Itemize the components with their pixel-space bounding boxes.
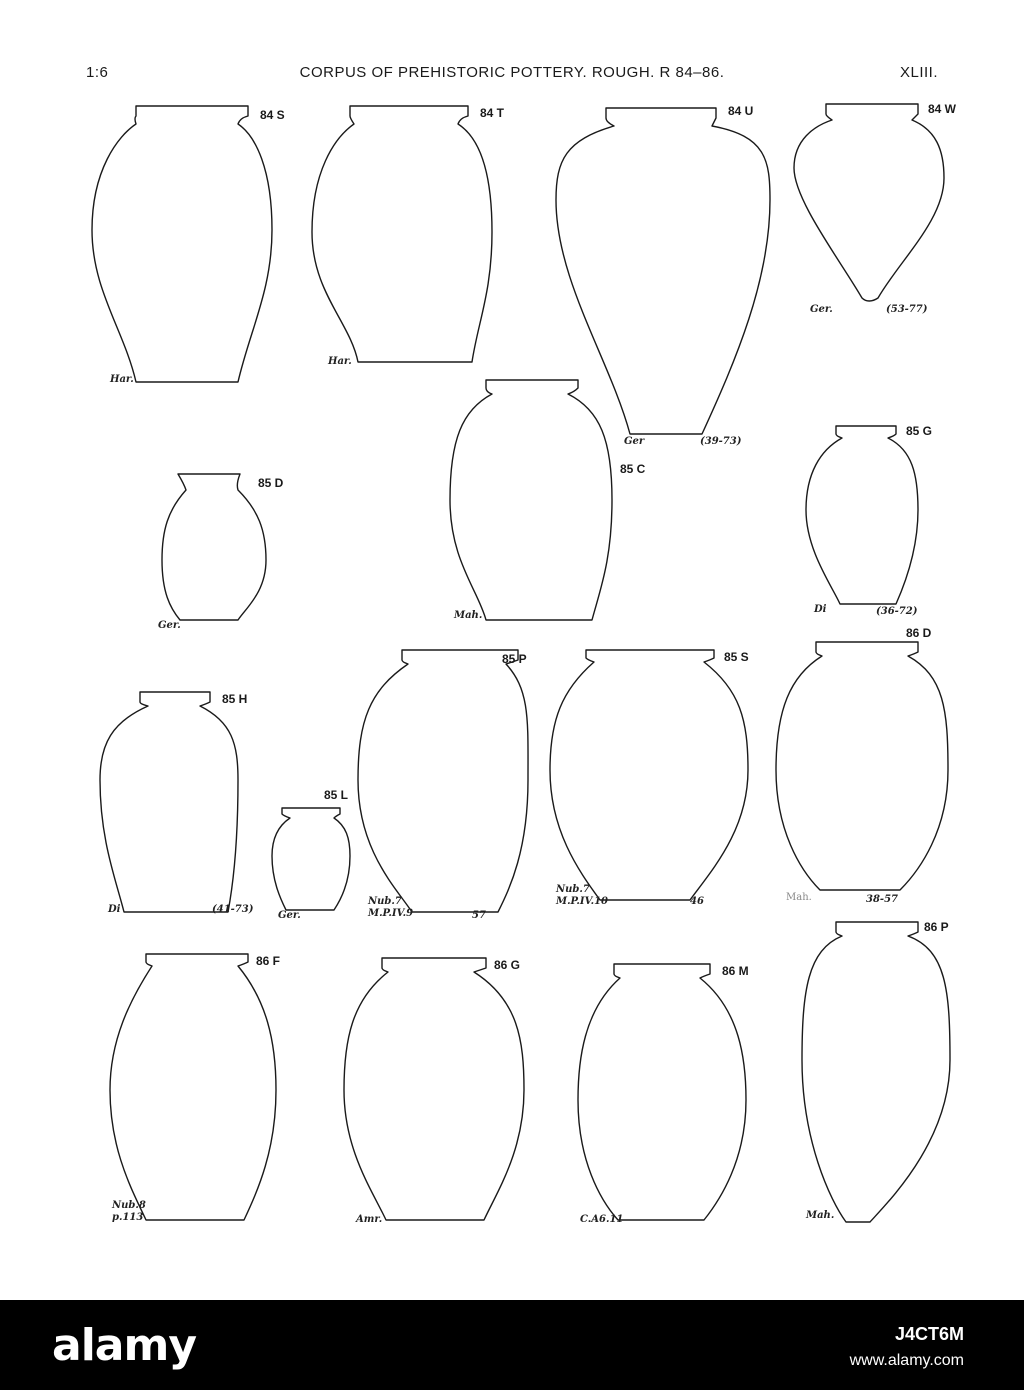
vessel-84s-outline	[92, 106, 272, 382]
vessel-label-85s: 85 S	[724, 650, 749, 664]
image-code: J4CT6M	[894, 1324, 964, 1344]
vessel-85l-outline	[272, 808, 350, 910]
vessel-86f-outline	[110, 954, 276, 1220]
annotation-85l-site: Ger.	[278, 910, 301, 921]
vessel-label-86d: 86 D	[906, 626, 932, 640]
annotation-84t-site: Har.	[328, 356, 352, 367]
annotation-84w-site: Ger.	[810, 304, 833, 315]
annotation-84s-site: Har.	[110, 374, 134, 385]
vessel-label-85g: 85 G	[906, 424, 933, 438]
vessel-85s-outline	[550, 650, 748, 900]
vessel-86d-outline	[776, 642, 948, 890]
annotation-86f-page: p.113	[112, 1212, 144, 1223]
annotation-85s-ref: Nub.7	[556, 884, 590, 895]
annotation-84u-site: Ger	[624, 436, 645, 447]
annotation-84u-date: (39-73)	[700, 436, 742, 447]
vessel-label-86p: 86 P	[924, 920, 949, 934]
annotation-85g-site: Di	[814, 604, 827, 615]
vessel-85h-outline	[100, 692, 238, 912]
annotation-85s-date: 46	[690, 896, 704, 907]
vessel-84w-outline	[794, 104, 944, 301]
plate-scale: 1:6	[86, 64, 109, 81]
vessel-label-85h: 85 H	[222, 692, 248, 706]
annotation-86m-ref: C.A6.11	[580, 1214, 624, 1225]
annotation-85s-ref2: M.P.IV.10	[556, 896, 608, 907]
vessel-86g-outline	[344, 958, 524, 1220]
vessel-label-84u: 84 U	[728, 104, 754, 118]
annotation-85p-ref: Nub.7	[368, 896, 402, 907]
vessel-label-86f: 86 F	[256, 954, 281, 968]
annotation-85g-date: (36-72)	[876, 606, 918, 617]
annotation-86d-site: Mah.	[786, 892, 812, 903]
vessel-85d-outline	[162, 474, 266, 620]
vessel-86m-outline	[578, 964, 746, 1220]
vessel-label-85l: 85 L	[324, 788, 349, 802]
annotation-86d-date: 38-57	[866, 894, 898, 905]
annotation-84w-date: (53-77)	[886, 304, 928, 315]
site-url: www.alamy.com	[849, 1352, 964, 1369]
vessel-86p-outline	[802, 922, 950, 1222]
plate-title: CORPUS OF PREHISTORIC POTTERY. ROUGH. R 84–86.	[299, 64, 725, 81]
annotation-86f-ref: Nub.8	[112, 1200, 146, 1211]
vessel-84u-outline	[556, 108, 770, 434]
vessel-label-84s: 84 S	[260, 108, 285, 122]
vessel-label-85d: 85 D	[258, 476, 284, 490]
annotation-85h-date: (41-73)	[212, 904, 254, 915]
vessel-label-86g: 86 G	[494, 958, 521, 972]
vessel-85g-outline	[806, 426, 918, 604]
plate-number: XLIII.	[899, 64, 938, 81]
annotation-85p-date: 57	[472, 910, 486, 921]
annotation-85d-site: Ger.	[158, 620, 181, 631]
vessel-label-84t: 84 T	[480, 106, 505, 120]
brand-logo: alamy	[52, 1320, 196, 1371]
vessel-85p-outline	[358, 650, 528, 912]
annotation-85p-ref2: M.P.IV.9	[368, 908, 414, 919]
annotation-86g-site: Amr.	[356, 1214, 383, 1225]
stock-watermark-bar	[0, 1300, 1024, 1390]
vessel-label-85p: 85 P	[502, 652, 527, 666]
vessel-label-84w: 84 W	[928, 102, 957, 116]
annotation-86p-site: Mah.	[806, 1210, 835, 1221]
annotation-85c-site: Mah.	[454, 610, 483, 621]
vessel-label-86m: 86 M	[722, 964, 749, 978]
vessel-84t-outline	[312, 106, 492, 362]
vessel-85c-outline	[450, 380, 612, 620]
vessel-label-85c: 85 C	[620, 462, 646, 476]
annotation-85h-site: Di	[108, 904, 121, 915]
